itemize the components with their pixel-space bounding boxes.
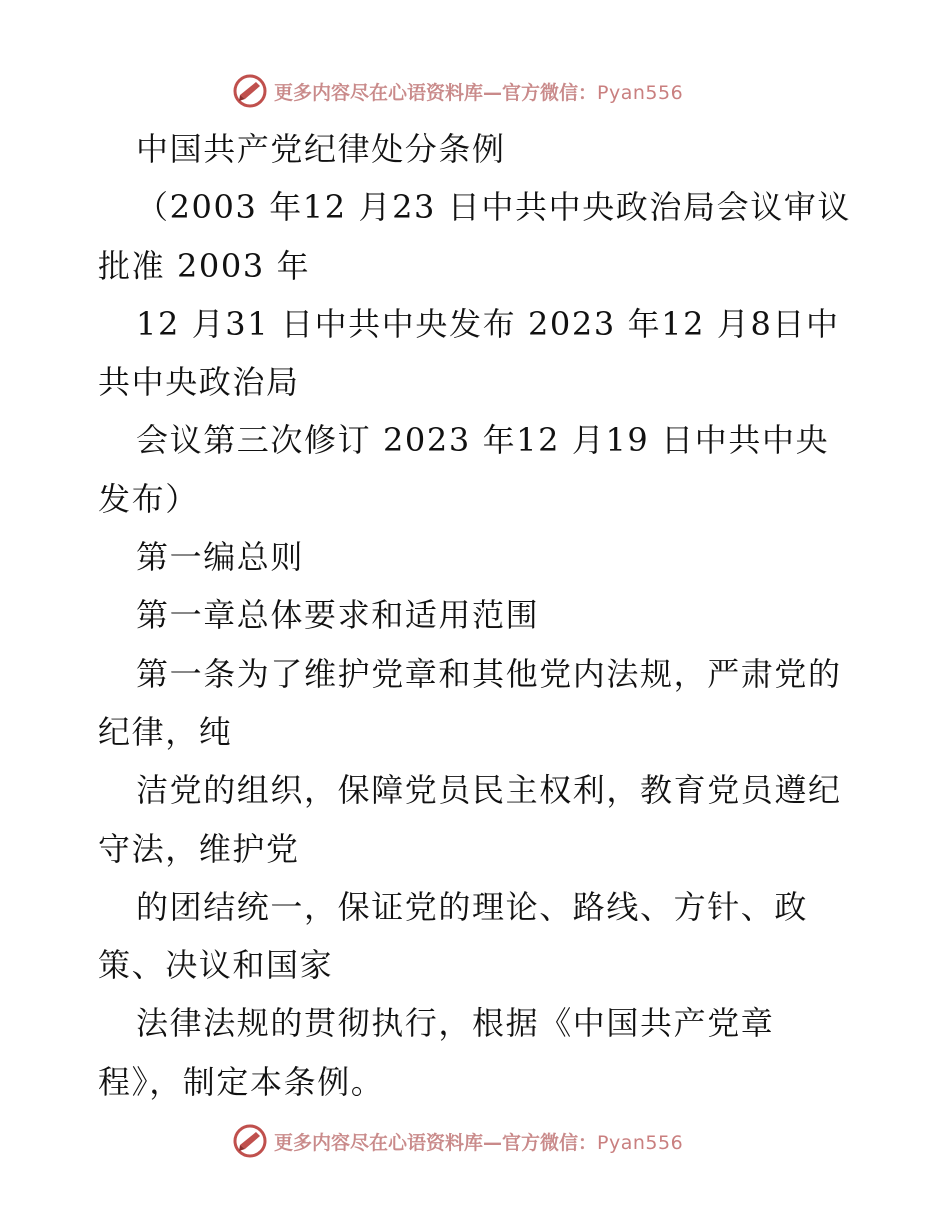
text-line: 法律法规的贯彻执行，根据《中国共产党章 [136, 1004, 775, 1043]
document-body [98, 120, 858, 1111]
text-line: 程》，制定本条例。 [98, 1062, 385, 1101]
pen-logo-icon [232, 73, 268, 109]
text-line: 纪律，纯 [98, 712, 233, 751]
part-heading: 第一编总则 [136, 538, 305, 577]
text-line: 批准 2003 年 [98, 246, 311, 285]
footer-watermark [232, 1122, 683, 1160]
document-title: 中国共产党纪律处分条例 [136, 130, 506, 168]
text-line: 12 月31 日中共中央发布 2023 年12 月8日中 [136, 304, 840, 343]
watermark-wechat-id: Pyan556 [597, 1131, 684, 1154]
pen-logo-icon [232, 1123, 268, 1159]
text-line: 守法，维护党 [98, 829, 300, 868]
header-watermark [232, 72, 683, 110]
text-line: 会议第三次修订 2023 年12 月19 日中共中央 [136, 421, 830, 460]
text-line: 共中央政治局 [98, 363, 300, 402]
text-line: 策、决议和国家 [98, 946, 334, 985]
text-line: 洁党的组织，保障党员民主权利，教育党员遵纪 [136, 771, 842, 810]
watermark-wechat-id: Pyan556 [597, 81, 684, 104]
watermark-text: 更多内容尽在心语资料库—官方微信：Pyan556 [274, 81, 684, 104]
chapter-heading: 第一章总体要求和适用范围 [136, 596, 540, 635]
text-line: （2003 年12 月23 日中共中央政治局会议审议 [136, 188, 851, 227]
watermark-text: 更多内容尽在心语资料库—官方微信：Pyan556 [274, 1131, 684, 1154]
text-line: 的团结统一，保证党的理论、路线、方针、政 [136, 887, 809, 926]
text-line: 发布） [98, 479, 199, 518]
text-line: 第一条为了维护党章和其他党内法规，严肃党的 [136, 654, 842, 693]
